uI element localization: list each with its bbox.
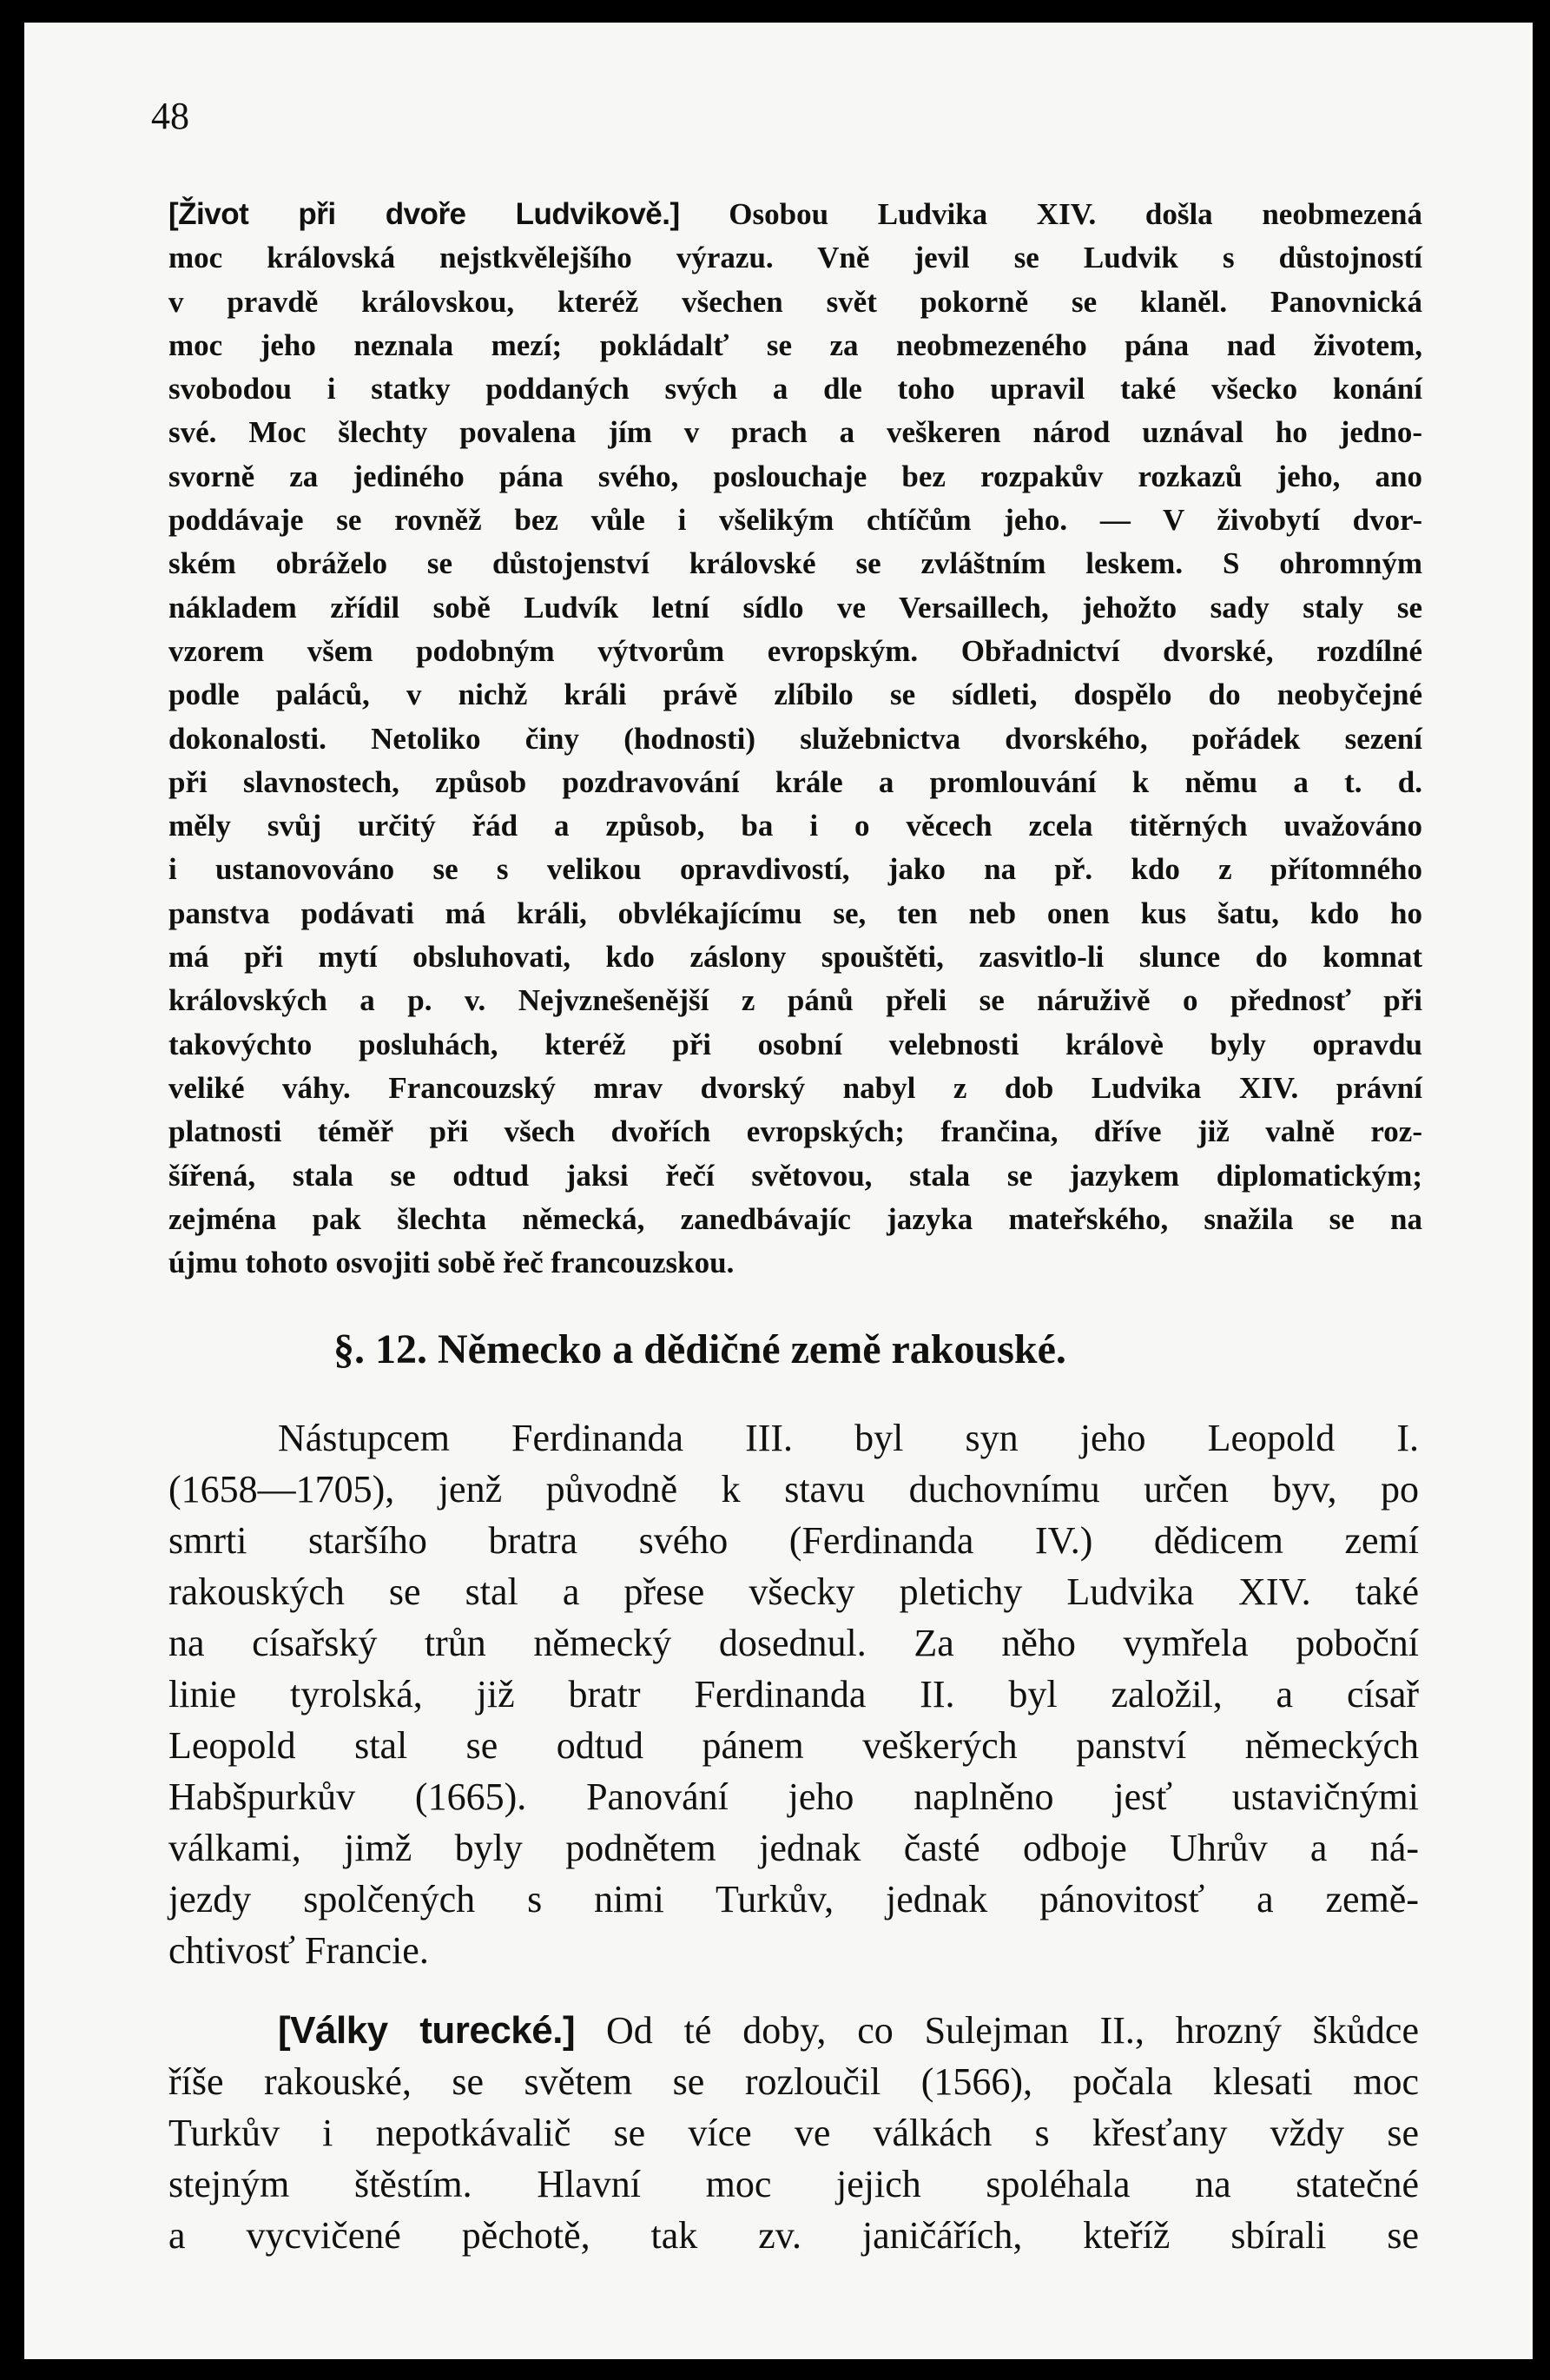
text-line: i ustanovováno se s velikou opravdivostí, jako na př. kdo z přítomného <box>168 852 1422 887</box>
text-line: v pravdě královskou, kteréž všechen svět pokorně se klaněl. Panovnická <box>168 284 1422 319</box>
paragraph-court-life <box>168 193 1422 1285</box>
text-line: na císařský trůn německý dosednul. Za něho vymřela poboční <box>168 1622 1419 1664</box>
text-line: veliké váhy. Francouzský mrav dvorský nabyl z dob Ludvika XIV. právní <box>168 1070 1422 1105</box>
text-line: Leopold stal se odtud pánem veškerých panství německých <box>168 1724 1419 1767</box>
text-line: svorně za jediného pána svého, poslouchaje bez rozpakův rozkazů jeho, ano <box>168 459 1422 493</box>
text-line: a vycvičené pěchotě, tak zv. janičářích, kteříž sbírali se <box>168 2214 1419 2257</box>
text-line: Habšpurkův (1665). Panování jeho naplněno jesť ustavičnými <box>168 1775 1419 1818</box>
page-number: 48 <box>151 95 189 137</box>
text-line: svobodou i statky poddaných svých a dle toho upravil také všecko konání <box>168 372 1422 407</box>
text-line: Nástupcem Ferdinanda III. byl syn jeho Leopold I. <box>278 1417 1419 1459</box>
text-line: šířená, stala se odtud jaksi řečí světovou, stala se jazykem diplomatickým; <box>168 1158 1422 1193</box>
text-line: poddávaje se rovněž bez vůle i všelikým chtíčům jeho. — V živobytí dvor- <box>168 503 1422 538</box>
text-line: linie tyrolská, již bratr Ferdinanda II. byl založil, a císař <box>168 1673 1419 1716</box>
text-line: jezdy spolčených s nimi Turkův, jednak pánovitosť a země- <box>168 1878 1419 1921</box>
text-line: smrti staršího bratra svého (Ferdinanda IV.) dědicem zemí <box>168 1519 1419 1562</box>
text-line: stejným štěstím. Hlavní moc jejich spoléhala na statečné <box>168 2163 1419 2205</box>
paragraph-turkish-wars <box>168 2005 1419 2261</box>
text-line: [Život při dvoře Ludvikově.] Osobou Ludvika XIV. došla neobmezená <box>168 197 1423 231</box>
text-line: říše rakouské, se světem se rozloučil (1566), počala klesati moc <box>168 2060 1419 2103</box>
text-line: měly svůj určitý řád a způsob, ba i o věcech zcela titěrných uvažováno <box>168 809 1422 843</box>
text-line: [Války turecké.] Od té doby, co Sulejman II., hrozný škůdce <box>278 2009 1419 2052</box>
sidehead-turkish-wars: [Války turecké.] <box>278 2009 576 2052</box>
text-line: podle paláců, v nichž králi právě zlíbilo se sídleti, dospělo do neobyčejné <box>168 678 1422 712</box>
sidehead-court-life: [Život při dvoře Ludvikově.] <box>168 197 680 231</box>
paragraph-leopold <box>168 1412 1419 1976</box>
text-line: Turkův i nepotkávalič se více ve válkách s křesťany vždy se <box>168 2112 1419 2154</box>
text-line: má při mytí obsluhovati, kdo záslony spouštěti, zasvitlo-li slunce do komnat <box>168 940 1422 975</box>
text-line: rakouských se stal a přese všecky pletichy Ludvika XIV. také <box>168 1570 1419 1613</box>
text-line: moc královská nejstkvělejšího výrazu. Vně jevil se Ludvik s důstojností <box>168 241 1422 275</box>
text-line: královských a p. v. Nejvznešenější z pánů přeli se náruživě o přednosť při <box>168 983 1422 1018</box>
text-line: platnosti téměř při všech dvořích evropských; frančina, dříve již valně roz- <box>168 1114 1422 1149</box>
text-line: zejména pak šlechta německá, zanedbávajíc jazyka mateřského, snažila se na <box>168 1201 1422 1236</box>
text-line: takovýchto posluhách, kteréž při osobní velebnosti královè byly opravdu <box>168 1027 1422 1061</box>
text-line: (1658—1705), jenž původně k stavu duchovnímu určen byv, po <box>168 1468 1419 1511</box>
text-line: dokonalosti. Netoliko činy (hodnosti) služebnictva dvorského, pořádek sezení <box>168 721 1422 756</box>
text-line: moc jeho neznala mezí; pokládalť se za neobmezeného pána nad životem, <box>168 327 1422 362</box>
text-line: při slavnostech, způsob pozdravování krále a promlouvání k němu a t. d. <box>168 764 1422 799</box>
text-line: nákladem zřídil sobě Ludvík letní sídlo ve Versaillech, jehožto sady staly se <box>168 590 1422 625</box>
text-line: své. Moc šlechty povalena jím v prach a veškeren národ uznával ho jedno- <box>168 415 1422 450</box>
text-line: válkami, jimž byly podnětem jednak časté odboje Uhrův a ná- <box>168 1827 1419 1869</box>
text-line-last: újmu tohoto osvojiti sobě řeč francouzskou. <box>168 1246 735 1280</box>
section-heading: §. 12. Německo a dědičné země rakouské. <box>333 1326 1066 1372</box>
book-page <box>24 23 1533 2359</box>
text-line: ském obráželo se důstojenství královské se zvláštním leskem. S ohromným <box>168 546 1422 581</box>
text-line: panstva podávati má králi, obvlékajícímu se, ten neb onen kus šatu, kdo ho <box>168 896 1422 930</box>
text-line-last: chtivosť Francie. <box>168 1929 429 1972</box>
text-line: vzorem všem podobným výtvorům evropským. Obřadnictví dvorské, rozdílné <box>168 633 1422 668</box>
